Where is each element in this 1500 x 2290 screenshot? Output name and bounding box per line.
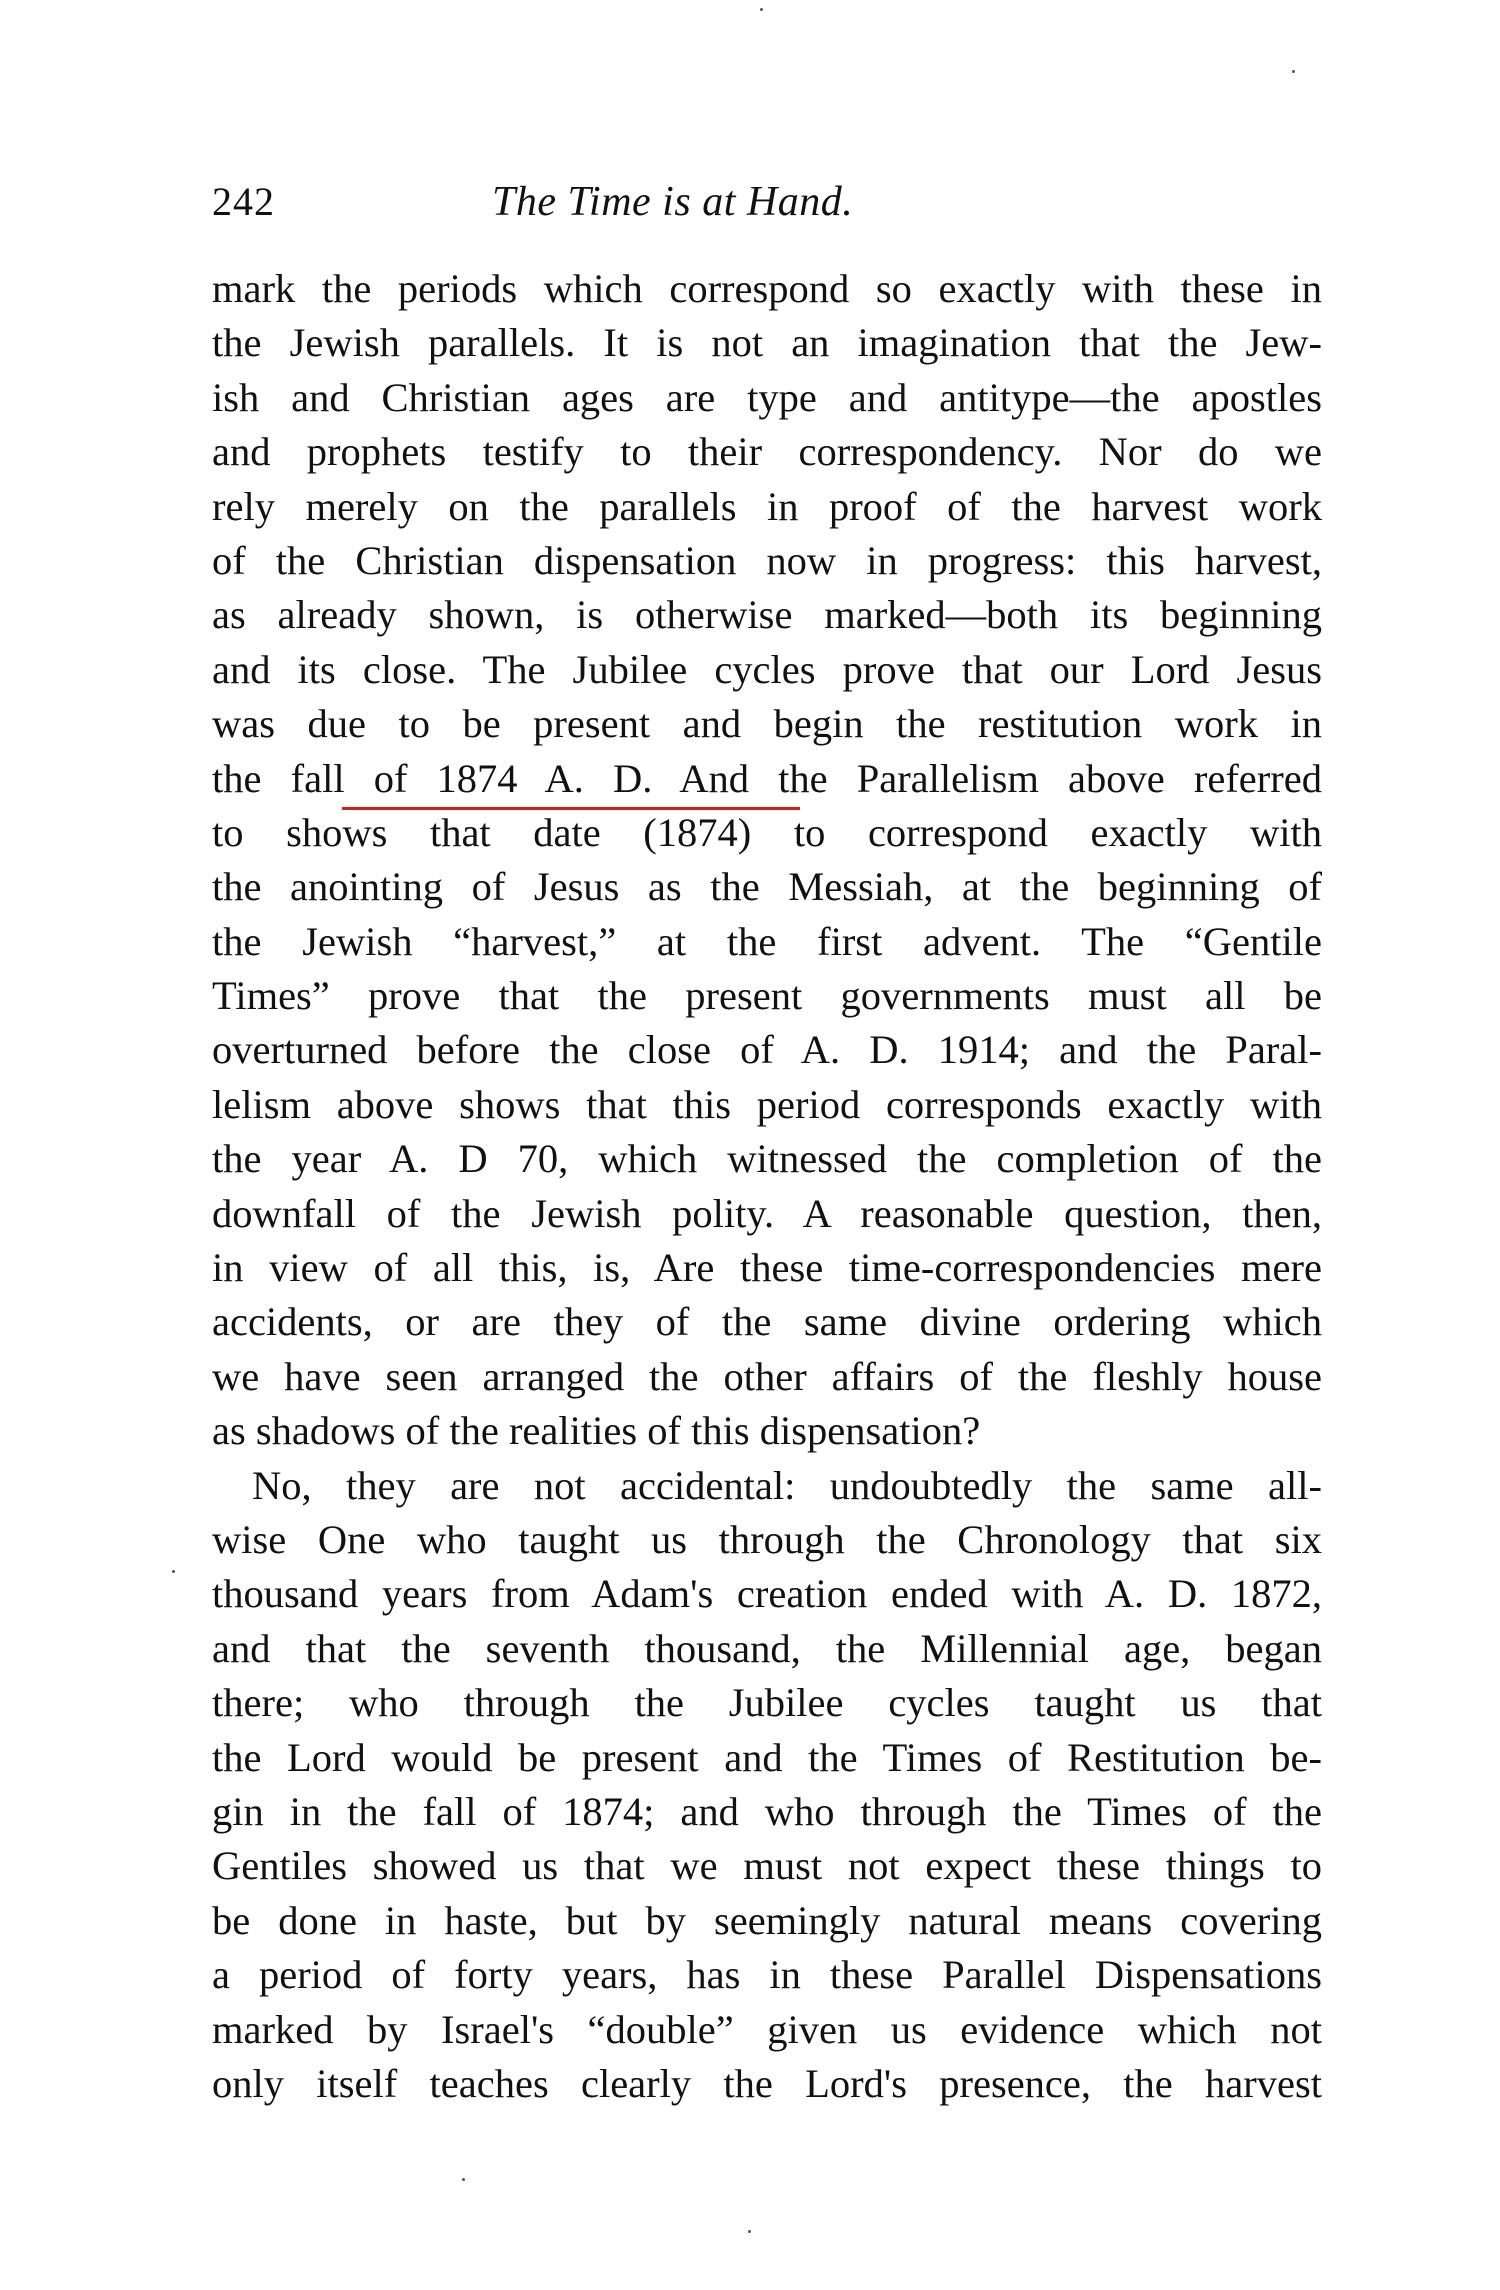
text-line: Times” prove that the present governments must all be [212, 973, 1322, 1019]
body-text [212, 262, 1322, 2111]
text-line: Gentiles showed us that we must not expect these things to [212, 1843, 1322, 1889]
paragraph-start-line: No, they are not accidental: undoubtedly the same all- [252, 1462, 1322, 1508]
text-line: the anointing of Jesus as the Messiah, at the beginning of [212, 864, 1322, 910]
text-line: and its close. The Jubilee cycles prove that our Lord Jesus [212, 646, 1322, 692]
text-line: of the Christian dispensation now in progress: this harvest, [212, 537, 1322, 583]
text-line: rely merely on the parallels in proof of the harvest work [212, 483, 1322, 529]
paragraph-end-line: as shadows of the realities of this dispensation? [212, 1408, 981, 1454]
text-line: the fall of 1874 A. D. And the Parallelism above referred [212, 755, 1322, 801]
running-title: The Time is at Hand. [492, 179, 854, 225]
text-line: accidents, or are they of the same divine ordering which [212, 1299, 1322, 1345]
text-line: was due to be present and begin the restitution work in [212, 701, 1322, 747]
page-header [212, 178, 1322, 238]
text-line: in view of all this, is, Are these time-correspondencies mere [212, 1245, 1322, 1291]
text-line: marked by Israel's “double” given us evidence which not [212, 2006, 1322, 2052]
text-line: only itself teaches clearly the Lord's presence, the harvest [212, 2060, 1322, 2106]
text-line: as already shown, is otherwise marked—both its beginning [212, 592, 1322, 638]
text-line: ish and Christian ages are type and antitype—the apostles [212, 374, 1322, 420]
text-line: we have seen arranged the other affairs of the fleshly house [212, 1353, 1322, 1399]
text-line: to shows that date (1874) to correspond exactly with [212, 809, 1322, 855]
scan-speck [172, 1570, 175, 1573]
text-line: and that the seventh thousand, the Millennial age, began [212, 1625, 1322, 1671]
red-underline-annotation [342, 807, 800, 810]
scan-speck [760, 8, 763, 11]
scan-speck [748, 2230, 751, 2233]
text-line: be done in haste, but by seemingly natural means covering [212, 1897, 1322, 1943]
text-line: lelism above shows that this period corresponds exactly with [212, 1081, 1322, 1127]
page-number: 242 [212, 179, 275, 224]
text-line: mark the periods which correspond so exactly with these in [212, 266, 1322, 311]
text-line: and prophets testify to their correspondency. Nor do we [212, 429, 1322, 475]
scan-speck [1292, 70, 1295, 73]
text-line: there; who through the Jubilee cycles taught us that [212, 1680, 1322, 1726]
text-line: thousand years from Adam's creation ended with A. D. 1872, [212, 1571, 1322, 1617]
text-line: overturned before the close of A. D. 1914; and the Paral- [212, 1027, 1322, 1073]
text-line: wise One who taught us through the Chronology that six [212, 1516, 1322, 1562]
text-line: the Lord would be present and the Times of Restitution be- [212, 1734, 1322, 1780]
text-line: gin in the fall of 1874; and who through the Times of the [212, 1788, 1322, 1834]
text-line: the Jewish “harvest,” at the first advent. The “Gentile [212, 918, 1322, 964]
text-line: a period of forty years, has in these Parallel Dispensations [212, 1952, 1322, 1998]
text-line: downfall of the Jewish polity. A reasonable question, then, [212, 1190, 1322, 1236]
text-line: the year A. D 70, which witnessed the completion of the [212, 1136, 1322, 1182]
scan-speck [462, 2178, 465, 2181]
text-line: the Jewish parallels. It is not an imagination that the Jew- [212, 320, 1322, 366]
